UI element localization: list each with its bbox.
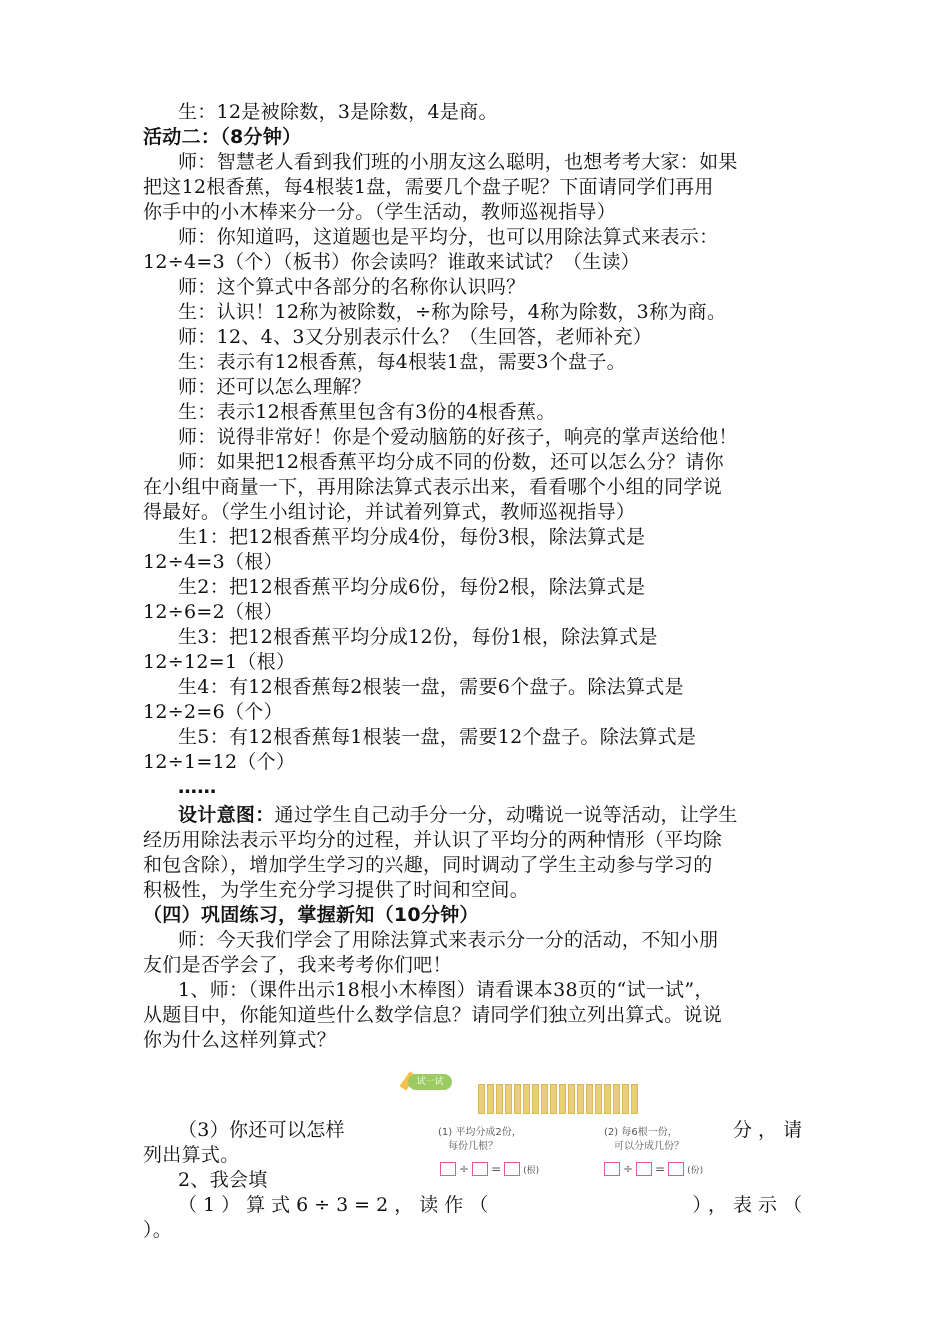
- text-line: 师：说得非常好！你是个爱动脑筋的好孩子，响亮的掌声送给他！: [178, 426, 738, 448]
- text-line: 和包含除），增加学生学习的兴趣，同时调动了学生主动参与学习的: [143, 854, 713, 876]
- stick: [622, 1084, 629, 1114]
- question-text: 每份几根？: [448, 1141, 498, 1152]
- stick: [604, 1084, 611, 1114]
- text-line: 1、师：（课件出示18根小木棒图）请看课本38页的“试一试”，: [178, 979, 714, 1001]
- text-line: 在小组中商量一下，再用除法算式表示出来，看看哪个小组的同学说: [143, 476, 723, 498]
- stick: [523, 1084, 530, 1114]
- text-line: 师：12、4、3又分别表示什么？（生回答，老师补充）: [178, 326, 653, 348]
- unit-label: (根): [523, 1165, 540, 1176]
- text-line: 你为什么这样列算式？: [143, 1029, 337, 1051]
- fill-blank-line: [178, 1193, 808, 1218]
- text-line: 把这12根香蕉，每4根装1盘，需要几个盘子呢？下面请同学们再用: [143, 176, 714, 198]
- text-line: 生：认识！12称为被除数，÷称为除号，4称为除数，3称为商。: [178, 301, 727, 323]
- text-line: 师：如果把12根香蕉平均分成不同的份数，还可以怎么分？请你: [178, 451, 724, 473]
- text-line: 12÷4=3（根）: [143, 551, 283, 573]
- text-line: 师：还可以怎么理解？: [178, 376, 372, 398]
- ellipsis: ……: [178, 776, 217, 798]
- text-line: 生3：把12根香蕉平均分成12份，每份1根，除法算式是: [178, 626, 658, 648]
- text-line: 得最好。（学生小组讨论，并试着列算式，教师巡视指导）: [143, 501, 636, 523]
- text-line: 师：今天我们学会了用除法算式来表示分一分的活动，不知小朋: [178, 929, 719, 951]
- text-line: 师：你知道吗，这道题也是平均分，也可以用除法算式来表示：: [178, 226, 719, 248]
- text-line: 12÷6=2（根）: [143, 601, 283, 623]
- stick: [478, 1084, 485, 1114]
- text-line: 师：智慧老人看到我们班的小朋友这么聪明，也想考考大家：如果: [178, 151, 738, 173]
- text-line: 生1：把12根香蕉平均分成4份，每份3根，除法算式是: [178, 526, 646, 548]
- stick: [487, 1084, 494, 1114]
- stick: [568, 1084, 575, 1114]
- sticks-illustration: [478, 1084, 658, 1114]
- text-line: （3）你还可以怎样: [178, 1119, 345, 1141]
- text-line: 12÷2=6（个）: [143, 701, 283, 723]
- text-line: 分，请: [732, 1119, 808, 1141]
- question-text: 可以分成几份？: [614, 1141, 684, 1152]
- text-line: 经历用除法表示平均分的过程，并认识了平均分的两种情形（平均除: [143, 829, 723, 851]
- design-intent-line: [178, 803, 808, 828]
- text-fragment: ），表示（: [692, 1194, 808, 1216]
- text-line: 积极性，为学生充分学习提供了时间和空间。: [143, 879, 530, 901]
- stick: [631, 1084, 638, 1114]
- section-heading: 活动二：（8分钟）: [143, 126, 302, 148]
- stick: [559, 1084, 566, 1114]
- text-line: 生4：有12根香蕉每2根装一盘，需要6个盘子。除法算式是: [178, 676, 684, 698]
- stick: [514, 1084, 521, 1114]
- divide-sign: ÷: [459, 1162, 470, 1176]
- design-intent-text: 通过学生自己动手分一分，动嘴说一说等活动，让学生: [274, 804, 738, 826]
- text-line: 生：表示12根香蕉里包含有3份的4根香蕉。: [178, 401, 556, 423]
- text-line: 生：12是被除数，3是除数，4是商。: [178, 101, 498, 123]
- stick: [541, 1084, 548, 1114]
- text-line: 你手中的小木棒来分一分。（学生活动，教师巡视指导）: [143, 201, 617, 223]
- design-intent-label: 设计意图：: [178, 804, 275, 826]
- stick: [595, 1084, 602, 1114]
- stick: [586, 1084, 593, 1114]
- text-line: 12÷4=3（个）（板书）你会读吗？谁敢来试试？（生读）: [143, 251, 641, 273]
- equals-sign: =: [655, 1162, 666, 1176]
- stick: [550, 1084, 557, 1114]
- text-line: 师：这个算式中各部分的名称你认识吗？: [178, 276, 526, 298]
- text-line: 生：表示有12根香蕉，每4根装1盘，需要3个盘子。: [178, 351, 626, 373]
- question-text: (1) 平均分成2份，: [438, 1127, 522, 1138]
- equals-sign: =: [491, 1162, 502, 1176]
- text-line: 列出算式。: [143, 1144, 240, 1166]
- text-line: 12÷12=1（根）: [143, 651, 296, 673]
- text-line: 2、我会填: [178, 1169, 268, 1191]
- text-line: 友们是否学会了，我来考考你们吧！: [143, 954, 452, 976]
- text-line: 从题目中，你能知道些什么数学信息？请同学们独立列出算式。说说: [143, 1004, 723, 1026]
- question-text: (2) 每6根一份，: [604, 1127, 678, 1138]
- text-line: 12÷1=12（个）: [143, 751, 296, 773]
- divide-sign: ÷: [623, 1162, 634, 1176]
- text-line: 生2：把12根香蕉平均分成6份，每份2根，除法算式是: [178, 576, 646, 598]
- text-line: ）。: [143, 1219, 173, 1241]
- text-fragment: （1）算式6÷3=2，读作（: [178, 1194, 495, 1216]
- section-heading: （四）巩固练习，掌握新知（10分钟）: [143, 904, 479, 926]
- text-line: 生5：有12根香蕉每1根装一盘，需要12个盘子。除法算式是: [178, 726, 697, 748]
- stick: [577, 1084, 584, 1114]
- stick: [613, 1084, 620, 1114]
- stick: [496, 1084, 503, 1114]
- try-it-badge: 试一试: [408, 1074, 452, 1090]
- stick: [505, 1084, 512, 1114]
- unit-label: (份): [687, 1165, 704, 1176]
- stick: [532, 1084, 539, 1114]
